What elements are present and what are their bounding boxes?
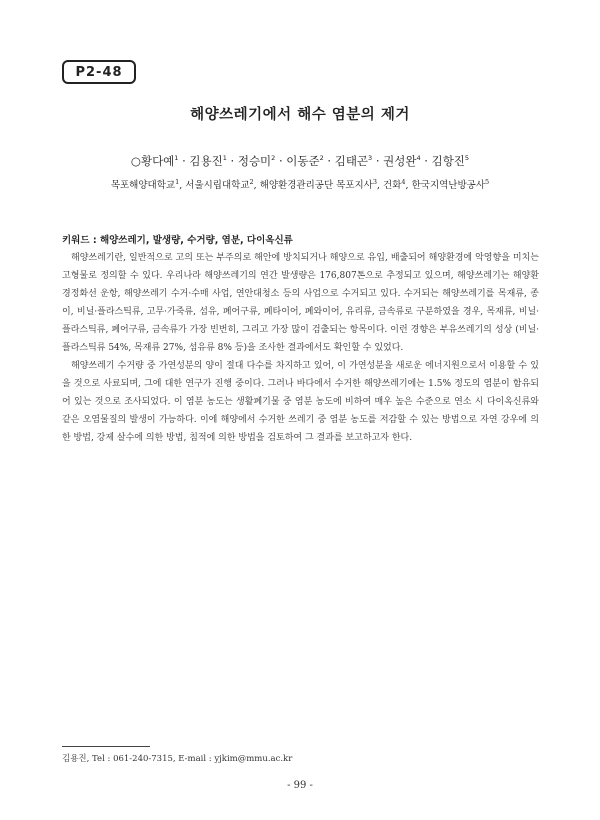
author-affil-number: 1	[174, 154, 179, 163]
corresponding-author-footnote: 김용진, Tel : 061-240-7315, E-mail : yjkim@mmu.ac.kr	[62, 754, 293, 764]
affiliation-name: 목포해양대학교	[110, 180, 176, 191]
affiliation-separator: ,	[405, 180, 412, 191]
author-name: 이동준	[286, 154, 320, 168]
affiliation-number: 4	[401, 177, 406, 186]
author-name: 정승미	[237, 154, 272, 168]
affiliation-name: 서울시립대학교	[185, 180, 250, 191]
page-number: - 99 -	[287, 780, 313, 791]
affiliation-number: 3	[372, 177, 377, 186]
author-affil-number: 1	[222, 154, 227, 163]
keywords-line	[62, 232, 542, 246]
author-affil-number: 5	[464, 154, 470, 163]
author-separator: ·	[420, 154, 432, 168]
author-affil-number: 2	[271, 154, 276, 163]
author-separator: ·	[372, 154, 384, 168]
author-separator: ·	[178, 154, 190, 168]
author-separator: ·	[226, 154, 238, 168]
author-name: 권성완	[383, 154, 417, 168]
author-affil-number: 3	[368, 154, 373, 163]
affiliation-number: 1	[175, 177, 180, 186]
author-separator: ·	[275, 154, 287, 168]
affiliation-number: 2	[249, 177, 254, 186]
affiliation-name: 한국지역난방공사	[411, 180, 486, 191]
affiliation-separator: ,	[179, 180, 186, 191]
session-code-box	[62, 60, 136, 84]
session-code: P2-48	[75, 64, 123, 80]
author-list	[0, 153, 600, 169]
abstract-body	[62, 249, 539, 447]
author-name: 김태곤	[334, 154, 369, 168]
affiliation-list	[0, 177, 600, 191]
abstract-paragraph: 해양쓰레기 수거량 중 가연성분의 양이 절대 다수를 차지하고 있어, 이 가연성분을 새로운 에너지원으로서 이용할 수 있을 것으로 사료되며, 그에 대한 연구가 진행 중이다. 그러나 바다에서 수거한 해양쓰레기에는 1.5% 정도의 염분이 함유되어 있는 것으로 조사되었다. 이 염분 농도는 생활폐기물 중 염분 농도에 비하여 매우 높은 수준으로 연소 시 다이옥신류와 같은 오염물질의 발생이 가능하다. 이에 해양에서 수거한 쓰레기 중 염분 농도를 저감할 수 있는 방법으로 자연 강우에 의한 방법, 강제 살수에 의한 방법, 침적에 의한 방법을 검토하여 그 결과를 보고하고자 한다.	[62, 361, 539, 443]
author-name: ○황다예	[130, 154, 175, 168]
author-affil-number: 2	[319, 154, 324, 163]
affiliation-name: 해양환경관리공단 목포지사	[259, 180, 373, 191]
affiliation-number: 5	[485, 177, 490, 186]
author-affil-number: 4	[416, 154, 421, 163]
author-name: 김항진	[431, 154, 465, 168]
author-name: 김용진	[189, 154, 223, 168]
abstract-paragraph: 해양쓰레기란, 일반적으로 고의 또는 부주의로 해안에 방치되거나 해양으로 유입, 배출되어 해양환경에 악영향을 미치는 고형물로 정의할 수 있다. 우리나라 해양쓰레기의 연간 발생량은 176,807톤으로 추정되고 있으며, 해양쓰레기는 해양환경정화선 운항, 해양쓰레기 수거·수매 사업, 연안대청소 등의 사업으로 수거되고 있다. 수거되는 해양쓰레기를 목재류, 종이, 비닐·플라스틱류, 고무·가죽류, 섬유, 폐어구류, 폐타이어, 폐와이어, 유리류, 금속류로 구분하였을 경우, 목재류, 비닐·플라스틱류, 폐어구류, 금속류가 가장 빈번히, 그리고 가장 많이 검출되는 항목이다. 이런 경향은 부유쓰레기의 성상 (비닐·플라스틱류 54%, 목재류 27%, 섬유류 8% 등)을 조사한 결과에서도 확인할 수 있었다.	[62, 253, 539, 353]
keywords-label: 키워드 :	[62, 235, 97, 246]
paper-title: 해양쓰레기에서 해수 염분의 제거	[190, 107, 410, 123]
author-separator: ·	[323, 154, 335, 168]
footnote-divider	[62, 746, 150, 747]
affiliation-separator: ,	[253, 180, 260, 191]
affiliation-name: 건화	[383, 180, 402, 191]
affiliation-separator: ,	[377, 180, 384, 191]
keywords-text: 해양쓰레기, 발생량, 수거량, 염분, 다이옥신류	[99, 235, 293, 246]
